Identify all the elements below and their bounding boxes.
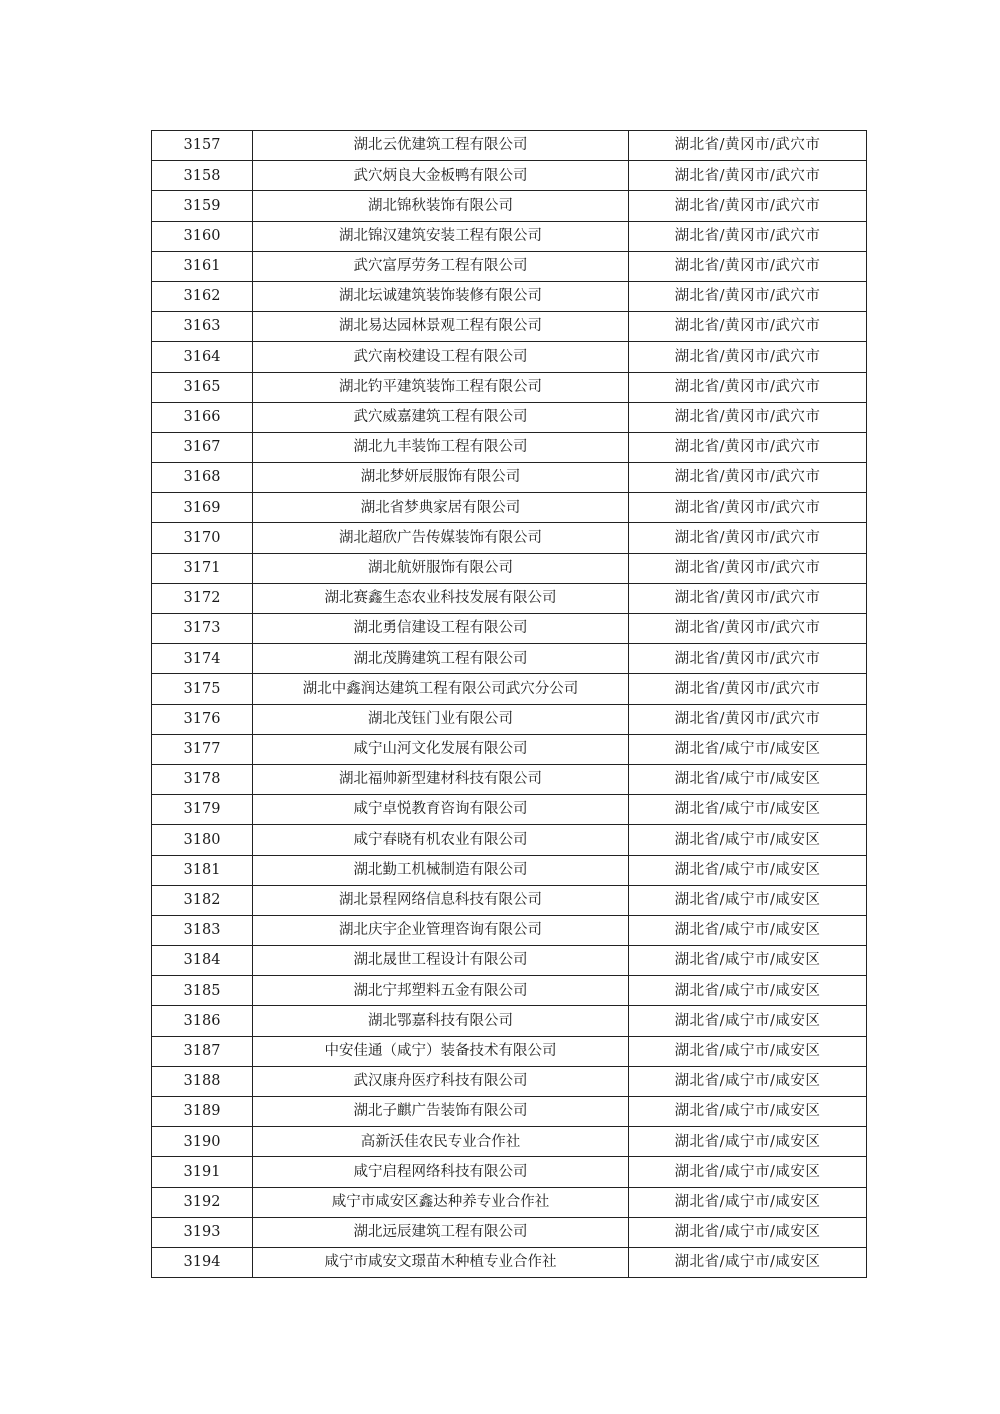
table-row: [152, 161, 867, 191]
row-number-cell: 3162: [152, 281, 253, 311]
region-cell: 湖北省/咸宁市/咸安区: [629, 795, 867, 825]
table-row: [152, 281, 867, 311]
table-row: [152, 221, 867, 251]
row-number-cell: 3172: [152, 583, 253, 613]
company-name-cell: 咸宁卓悦教育咨询有限公司: [253, 795, 629, 825]
region-cell: 湖北省/黄冈市/武穴市: [629, 614, 867, 644]
table-row: [152, 1247, 867, 1277]
company-name-cell: 咸宁山河文化发展有限公司: [253, 734, 629, 764]
row-number-cell: 3177: [152, 734, 253, 764]
region-cell: 湖北省/黄冈市/武穴市: [629, 131, 867, 161]
row-number-cell: 3186: [152, 1006, 253, 1036]
table-row: [152, 372, 867, 402]
table-row: [152, 614, 867, 644]
region-cell: 湖北省/黄冈市/武穴市: [629, 463, 867, 493]
table-row: [152, 1127, 867, 1157]
company-name-cell: 湖北航妍服饰有限公司: [253, 553, 629, 583]
company-name-cell: 湖北锦汉建筑安装工程有限公司: [253, 221, 629, 251]
row-number-cell: 3183: [152, 915, 253, 945]
table-row: [152, 915, 867, 945]
row-number-cell: 3161: [152, 251, 253, 281]
table-row: [152, 463, 867, 493]
region-cell: 湖北省/黄冈市/武穴市: [629, 251, 867, 281]
row-number-cell: 3191: [152, 1157, 253, 1187]
table-row: [152, 644, 867, 674]
region-cell: 湖北省/咸宁市/咸安区: [629, 885, 867, 915]
table-row: [152, 1187, 867, 1217]
company-name-cell: 湖北茂钰门业有限公司: [253, 704, 629, 734]
company-name-cell: 中安佳通（咸宁）装备技术有限公司: [253, 1036, 629, 1066]
row-number-cell: 3167: [152, 432, 253, 462]
region-cell: 湖北省/黄冈市/武穴市: [629, 221, 867, 251]
table-row: [152, 734, 867, 764]
table-row: [152, 1097, 867, 1127]
company-name-cell: 武穴南校建设工程有限公司: [253, 342, 629, 372]
region-cell: 湖北省/黄冈市/武穴市: [629, 432, 867, 462]
company-name-cell: 湖北晟世工程设计有限公司: [253, 946, 629, 976]
company-name-cell: 湖北超欣广告传媒装饰有限公司: [253, 523, 629, 553]
region-cell: 湖北省/黄冈市/武穴市: [629, 372, 867, 402]
company-name-cell: 湖北中鑫润达建筑工程有限公司武穴分公司: [253, 674, 629, 704]
company-name-cell: 湖北赛鑫生态农业科技发展有限公司: [253, 583, 629, 613]
row-number-cell: 3194: [152, 1247, 253, 1277]
region-cell: 湖北省/黄冈市/武穴市: [629, 281, 867, 311]
row-number-cell: 3157: [152, 131, 253, 161]
table-row: [152, 976, 867, 1006]
row-number-cell: 3174: [152, 644, 253, 674]
row-number-cell: 3193: [152, 1217, 253, 1247]
table-row: [152, 131, 867, 161]
region-cell: 湖北省/咸宁市/咸安区: [629, 1247, 867, 1277]
row-number-cell: 3164: [152, 342, 253, 372]
region-cell: 湖北省/咸宁市/咸安区: [629, 825, 867, 855]
table-row: [152, 1006, 867, 1036]
region-cell: 湖北省/咸宁市/咸安区: [629, 946, 867, 976]
table-row: [152, 402, 867, 432]
row-number-cell: 3187: [152, 1036, 253, 1066]
row-number-cell: 3188: [152, 1066, 253, 1096]
region-cell: 湖北省/咸宁市/咸安区: [629, 764, 867, 794]
region-cell: 湖北省/黄冈市/武穴市: [629, 312, 867, 342]
table-row: [152, 885, 867, 915]
region-cell: 湖北省/咸宁市/咸安区: [629, 915, 867, 945]
table-row: [152, 553, 867, 583]
table-row: [152, 855, 867, 885]
region-cell: 湖北省/黄冈市/武穴市: [629, 342, 867, 372]
row-number-cell: 3159: [152, 191, 253, 221]
region-cell: 湖北省/黄冈市/武穴市: [629, 674, 867, 704]
region-cell: 湖北省/咸宁市/咸安区: [629, 855, 867, 885]
company-name-cell: 武穴威嘉建筑工程有限公司: [253, 402, 629, 432]
region-cell: 湖北省/黄冈市/武穴市: [629, 493, 867, 523]
row-number-cell: 3189: [152, 1097, 253, 1127]
row-number-cell: 3185: [152, 976, 253, 1006]
table-row: [152, 946, 867, 976]
company-name-cell: 咸宁市咸安文璟苗木种植专业合作社: [253, 1247, 629, 1277]
company-name-cell: 湖北茂腾建筑工程有限公司: [253, 644, 629, 674]
row-number-cell: 3166: [152, 402, 253, 432]
row-number-cell: 3192: [152, 1187, 253, 1217]
row-number-cell: 3184: [152, 946, 253, 976]
company-name-cell: 湖北景程网络信息科技有限公司: [253, 885, 629, 915]
region-cell: 湖北省/咸宁市/咸安区: [629, 1006, 867, 1036]
company-name-cell: 高新沃佳农民专业合作社: [253, 1127, 629, 1157]
region-cell: 湖北省/咸宁市/咸安区: [629, 1097, 867, 1127]
region-cell: 湖北省/咸宁市/咸安区: [629, 1157, 867, 1187]
row-number-cell: 3169: [152, 493, 253, 523]
company-list-table: [151, 130, 867, 1278]
table-row: [152, 1157, 867, 1187]
table-row: [152, 1036, 867, 1066]
company-name-cell: 湖北远辰建筑工程有限公司: [253, 1217, 629, 1247]
row-number-cell: 3182: [152, 885, 253, 915]
table-row: [152, 1066, 867, 1096]
table-row: [152, 674, 867, 704]
company-name-cell: 武穴富厚劳务工程有限公司: [253, 251, 629, 281]
region-cell: 湖北省/咸宁市/咸安区: [629, 1187, 867, 1217]
region-cell: 湖北省/黄冈市/武穴市: [629, 553, 867, 583]
row-number-cell: 3170: [152, 523, 253, 553]
table-row: [152, 704, 867, 734]
row-number-cell: 3171: [152, 553, 253, 583]
company-name-cell: 咸宁市咸安区鑫达种养专业合作社: [253, 1187, 629, 1217]
company-name-cell: 湖北勇信建设工程有限公司: [253, 614, 629, 644]
region-cell: 湖北省/黄冈市/武穴市: [629, 583, 867, 613]
company-name-cell: 湖北福帅新型建材科技有限公司: [253, 764, 629, 794]
row-number-cell: 3163: [152, 312, 253, 342]
company-name-cell: 武汉康舟医疗科技有限公司: [253, 1066, 629, 1096]
region-cell: 湖北省/咸宁市/咸安区: [629, 1066, 867, 1096]
table-row: [152, 825, 867, 855]
table-row: [152, 191, 867, 221]
row-number-cell: 3175: [152, 674, 253, 704]
region-cell: 湖北省/咸宁市/咸安区: [629, 976, 867, 1006]
table-row: [152, 795, 867, 825]
region-cell: 湖北省/咸宁市/咸安区: [629, 734, 867, 764]
company-name-cell: 湖北云优建筑工程有限公司: [253, 131, 629, 161]
table-row: [152, 432, 867, 462]
company-name-cell: 湖北勤工机械制造有限公司: [253, 855, 629, 885]
company-list-body: [152, 131, 867, 1278]
company-name-cell: 湖北子麒广告装饰有限公司: [253, 1097, 629, 1127]
company-name-cell: 湖北宁邦塑料五金有限公司: [253, 976, 629, 1006]
row-number-cell: 3158: [152, 161, 253, 191]
table-row: [152, 583, 867, 613]
row-number-cell: 3190: [152, 1127, 253, 1157]
row-number-cell: 3160: [152, 221, 253, 251]
row-number-cell: 3180: [152, 825, 253, 855]
company-name-cell: 湖北鄂嘉科技有限公司: [253, 1006, 629, 1036]
company-name-cell: 湖北钓平建筑装饰工程有限公司: [253, 372, 629, 402]
region-cell: 湖北省/咸宁市/咸安区: [629, 1036, 867, 1066]
table-row: [152, 312, 867, 342]
company-name-cell: 湖北省梦典家居有限公司: [253, 493, 629, 523]
company-name-cell: 湖北易达园林景观工程有限公司: [253, 312, 629, 342]
table-row: [152, 493, 867, 523]
row-number-cell: 3176: [152, 704, 253, 734]
table-row: [152, 764, 867, 794]
region-cell: 湖北省/黄冈市/武穴市: [629, 402, 867, 432]
region-cell: 湖北省/黄冈市/武穴市: [629, 644, 867, 674]
row-number-cell: 3178: [152, 764, 253, 794]
region-cell: 湖北省/黄冈市/武穴市: [629, 161, 867, 191]
company-name-cell: 湖北梦妍辰服饰有限公司: [253, 463, 629, 493]
table-row: [152, 342, 867, 372]
company-name-cell: 湖北锦秋装饰有限公司: [253, 191, 629, 221]
row-number-cell: 3168: [152, 463, 253, 493]
company-name-cell: 湖北坛诚建筑装饰装修有限公司: [253, 281, 629, 311]
region-cell: 湖北省/黄冈市/武穴市: [629, 191, 867, 221]
region-cell: 湖北省/黄冈市/武穴市: [629, 704, 867, 734]
region-cell: 湖北省/黄冈市/武穴市: [629, 523, 867, 553]
row-number-cell: 3173: [152, 614, 253, 644]
table-row: [152, 523, 867, 553]
row-number-cell: 3165: [152, 372, 253, 402]
region-cell: 湖北省/咸宁市/咸安区: [629, 1217, 867, 1247]
row-number-cell: 3181: [152, 855, 253, 885]
company-name-cell: 咸宁启程网络科技有限公司: [253, 1157, 629, 1187]
company-name-cell: 咸宁春晓有机农业有限公司: [253, 825, 629, 855]
table-row: [152, 251, 867, 281]
company-name-cell: 武穴炳良大金板鸭有限公司: [253, 161, 629, 191]
row-number-cell: 3179: [152, 795, 253, 825]
company-name-cell: 湖北庆宇企业管理咨询有限公司: [253, 915, 629, 945]
table-row: [152, 1217, 867, 1247]
region-cell: 湖北省/咸宁市/咸安区: [629, 1127, 867, 1157]
company-name-cell: 湖北九丰装饰工程有限公司: [253, 432, 629, 462]
